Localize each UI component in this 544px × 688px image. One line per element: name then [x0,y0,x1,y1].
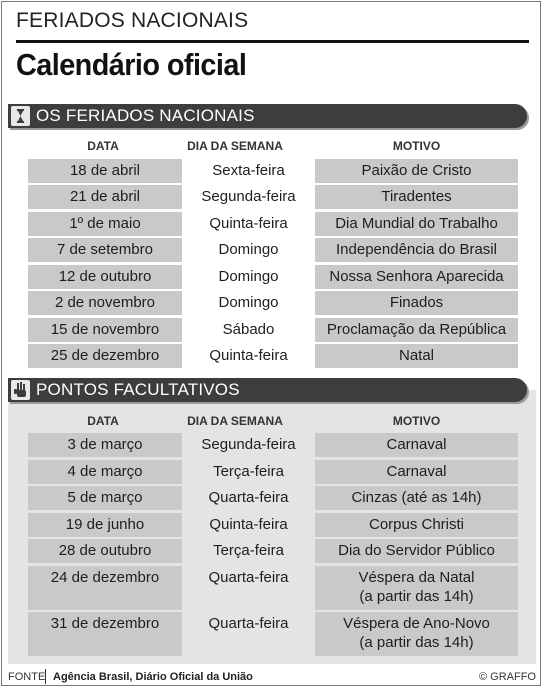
feriados-cell-weekday [182,212,315,236]
pontos-col-date: DATA [87,414,119,428]
feriados-cell-weekday [182,159,315,183]
pontos-cell-reason [315,612,518,656]
feriados-cell-reason [315,212,518,236]
calendar-icon [11,106,30,126]
feriados-cell-reason [315,291,518,315]
source-label: FONTE [8,671,46,683]
feriados-cell-weekday [182,344,315,368]
feriados-cell-weekday-text: Sexta-feira [212,161,285,179]
pontos-cell-weekday [182,612,315,656]
pontos-col-weekday: DIA DA SEMANA [187,414,283,428]
pontos-cell-date-text: 5 de março [67,489,143,506]
pontos-cell-reason [315,566,518,610]
feriados-cell-reason [315,159,518,183]
pontos-cell-date [28,513,182,537]
pontos-cell-reason-text: Dia do Servidor Público [338,542,495,559]
feriados-cell-date [28,291,182,315]
feriados-cell-date-text: 2 de novembro [54,294,156,311]
feriados-cell-reason [315,318,518,342]
pontos-cell-reason [315,513,518,537]
feriados-cell-date-text: 25 de dezembro [50,347,160,364]
feriados-cell-reason-text: Proclamação da República [326,320,507,338]
pontos-cell-reason [315,486,518,510]
pontos-cell-weekday-text: Quarta-feira [208,568,289,586]
pontos-cell-date [28,433,182,457]
footer-divider [45,669,46,684]
feriados-cell-weekday-text: Sábado [222,320,275,338]
feriados-cell-date [28,212,182,236]
feriados-cell-weekday [182,265,315,289]
feriados-cell-weekday [182,238,315,262]
feriados-cell-date-text: 7 de setembro [57,241,153,258]
pontos-cell-weekday-text: Quarta-feira [208,615,289,632]
feriados-cell-reason-text: Independência do Brasil [336,241,497,258]
pontos-cell-reason-text: Corpus Christi [368,515,465,533]
pontos-cell-weekday-text: Segunda-feira [201,436,296,453]
feriados-cell-reason [315,265,518,289]
feriados-cell-date [28,265,182,289]
feriados-cell-date-text: 15 de novembro [50,320,160,338]
feriados-cell-weekday-text: Domingo [218,267,279,285]
feriados-cell-reason-text: Dia Mundial do Trabalho [335,214,498,232]
feriados-cell-reason-text: Tiradentes [381,188,452,205]
pontos-cell-weekday-text: Quinta-feira [209,515,288,533]
title-rule [16,40,529,43]
page-title: Calendário oficial [16,47,247,82]
feriados-cell-reason-text: Finados [389,294,444,311]
hand-icon [11,380,30,400]
feriados-cell-date-text: 18 de abril [69,161,141,179]
kicker: FERIADOS NACIONAIS [16,9,249,32]
pontos-cell-reason [315,539,518,563]
pontos-cell-weekday [182,566,315,610]
feriados-col-date: DATA [87,139,119,153]
pontos-cell-date-text: 4 de março [67,462,143,480]
feriados-col-reason: MOTIVO [392,139,441,153]
feriados-col-weekday: DIA DA SEMANA [187,139,283,153]
feriados-cell-date [28,318,182,342]
feriados-cell-date [28,238,182,262]
pontos-cell-weekday [182,460,315,484]
pontos-cell-reason-text-2: (a partir das 14h) [359,587,474,605]
feriados-section-title: OS FERIADOS NACIONAIS [36,106,255,125]
feriados-cell-reason-text: Paixão de Cristo [361,161,472,179]
pontos-cell-reason [315,460,518,484]
feriados-cell-reason-text: Natal [398,347,435,364]
feriados-cell-weekday [182,185,315,209]
pontos-cell-reason-text: Cinzas (até as 14h) [351,489,482,506]
feriados-section-header [8,104,527,128]
pontos-cell-date-text: 3 de março [67,436,143,453]
feriados-cell-reason [315,238,518,262]
pontos-cell-weekday [182,486,315,510]
feriados-cell-reason [315,185,518,209]
pontos-cell-reason-text: Véspera da Natal [358,568,475,586]
pontos-cell-date [28,566,182,610]
pontos-cell-date-text: 24 de dezembro [50,568,160,586]
footer [0,666,544,686]
feriados-cell-weekday [182,291,315,315]
pontos-cell-weekday [182,433,315,457]
feriados-cell-date [28,159,182,183]
feriados-cell-date-text: 1º de maio [69,214,141,232]
pontos-cell-weekday [182,539,315,563]
pontos-cell-date-text: 19 de junho [65,515,145,533]
feriados-cell-weekday-text: Domingo [218,241,279,258]
feriados-cell-date-text: 21 de abril [69,188,141,205]
pontos-cell-reason-text: Carnaval [386,436,447,453]
pontos-cell-reason-text-2: (a partir das 14h) [359,634,474,651]
pontos-cell-date-text: 31 de dezembro [50,615,160,632]
pontos-cell-date [28,612,182,656]
pontos-cell-reason-text: Carnaval [386,462,447,480]
pontos-cell-weekday-text: Terça-feira [213,462,284,480]
feriados-cell-weekday-text: Quinta-feira [209,347,288,364]
feriados-cell-weekday-text: Quinta-feira [209,214,288,232]
pontos-cell-reason-text: Véspera de Ano-Novo [343,615,490,632]
source-text: Agência Brasil, Diário Oficial da União [53,671,253,683]
feriados-cell-reason [315,344,518,368]
pontos-cell-weekday-text: Quarta-feira [208,489,289,506]
pontos-cell-date [28,460,182,484]
pontos-cell-weekday [182,513,315,537]
pontos-cell-date [28,486,182,510]
feriados-cell-reason-text: Nossa Senhora Aparecida [329,267,504,285]
feriados-cell-date-text: 12 de outubro [58,267,152,285]
pontos-cell-date-text: 28 de outubro [58,542,152,559]
pontos-col-reason: MOTIVO [392,414,441,428]
pontos-cell-reason [315,433,518,457]
pontos-section-header [8,378,527,402]
pontos-section-title: PONTOS FACULTATIVOS [36,380,240,399]
feriados-cell-weekday-text: Domingo [218,294,279,311]
feriados-cell-weekday-text: Segunda-feira [201,188,296,205]
pontos-cell-date [28,539,182,563]
feriados-cell-date [28,185,182,209]
pontos-cell-weekday-text: Terça-feira [213,542,284,559]
feriados-cell-date [28,344,182,368]
credit: © GRAFFO [479,671,536,683]
feriados-cell-weekday [182,318,315,342]
